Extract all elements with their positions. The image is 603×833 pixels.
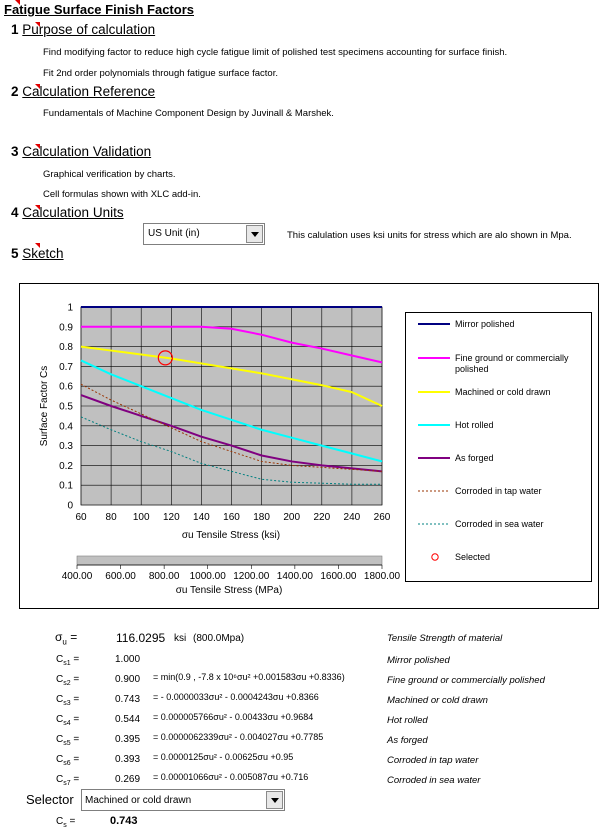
cs3-value: 0.743 (115, 694, 141, 705)
x2-tick-label: 1000.00 (189, 571, 226, 582)
legend-swatch (418, 321, 450, 327)
cs7-value: 0.269 (115, 774, 141, 785)
legend-swatch (418, 521, 450, 527)
cs2-formula: = min(0.9 , -7.8 x 10⁶σu² +0.001583σu +0.8336) (153, 672, 345, 682)
cs4-formula: = 0.000005766σu² - 0.00433σu +0.9684 (153, 712, 314, 722)
validation-line-1: Graphical verification by charts. (43, 169, 176, 180)
cs4-value: 0.544 (115, 714, 141, 725)
x-tick-label: 240 (343, 512, 361, 523)
legend-swatch (418, 488, 450, 494)
section-purpose: 1 Purpose of calculation (11, 22, 156, 37)
cs5-desc: As forged (387, 735, 428, 746)
x-tick-label: 140 (193, 512, 210, 523)
units-note: This calulation uses ksi units for stress which are alo shown in Mpa. (287, 230, 572, 241)
x-axis-label: σu Tensile Stress (ksi) (181, 530, 281, 541)
x-tick-label: 120 (162, 512, 180, 523)
chevron-down-icon[interactable] (266, 791, 283, 809)
y-tick-label: 0.7 (59, 361, 73, 373)
cs2-value: 0.900 (115, 674, 141, 685)
cs5-label: $C_{s5}$ = (56, 734, 80, 747)
page-title: Fatigue Surface Finish Factors (4, 2, 194, 17)
cs7-desc: Corroded in sea water (387, 775, 481, 786)
selector-label: Selector (26, 792, 74, 807)
cs3-desc: Machined or cold drawn (387, 695, 488, 706)
su-mpa: (800.0Mpa) (193, 633, 245, 644)
cs2-desc: Fine ground or commercially polished (387, 675, 545, 686)
y-tick-label: 0.2 (59, 460, 73, 472)
y-axis-label: Surface Factor Cs (39, 365, 50, 447)
cs6-desc: Corroded in tap water (387, 755, 479, 766)
su-unit: ksi (174, 633, 187, 644)
cs4-desc: Hot rolled (387, 715, 428, 726)
finish-selector-dropdown[interactable] (81, 789, 285, 811)
legend-swatch (418, 455, 450, 461)
x2-tick-label: 800.00 (148, 571, 180, 582)
reference-line: Fundamentals of Machine Component Design by Juvinall & Marshek. (43, 108, 334, 119)
section-validation: 3 Calculation Validation (11, 144, 152, 159)
cs3-label: $C_{s3}$ = (56, 694, 80, 707)
y-tick-label: 0.5 (59, 401, 73, 413)
cs6-label: $C_{s6}$ = (56, 754, 80, 767)
x-tick-label: 200 (283, 512, 301, 523)
x-tick-label: 260 (373, 512, 391, 523)
x-tick-label: 220 (313, 512, 331, 523)
cs-label: $C_s$ = (56, 816, 76, 829)
x2-tick-label: 1600.00 (320, 571, 357, 582)
y-tick-label: 0.3 (59, 441, 73, 453)
legend-swatch (418, 422, 450, 428)
section-units: 4 Calculation Units (11, 205, 124, 220)
x-tick-label: 160 (223, 512, 240, 523)
su-value[interactable]: 116.0295 (116, 631, 166, 645)
cs3-formula: = - 0.0000033σu² - 0.0004243σu +0.8366 (153, 692, 319, 702)
x2-axis-label: σu Tensile Stress (MPa) (175, 585, 283, 596)
y-tick-label: 0 (67, 500, 73, 512)
chart-legend: Mirror polished Fine ground or commercially polished Machined or cold drawn Hot rolled As forged Corroded in tap water Corroded in sea water Selected (405, 312, 592, 582)
cs7-label: $C_{s7}$ = (56, 774, 80, 787)
x2-tick-label: 1400.00 (276, 571, 313, 582)
units-dropdown-value: US Unit (in) (148, 228, 200, 239)
cs4-label: $C_{s4}$ = (56, 714, 80, 727)
selector-value: Machined or cold drawn (85, 795, 192, 806)
y-tick-label: 0.6 (59, 381, 73, 393)
validation-line-2: Cell formulas shown with XLC add-in. (43, 189, 201, 200)
x2-tick-label: 1200.00 (233, 571, 270, 582)
x-tick-label: 100 (132, 512, 150, 523)
mpa-axis-band (77, 556, 382, 565)
cs1-label: $C_{s1}$ = (56, 654, 80, 667)
legend-swatch (418, 355, 450, 361)
y-tick-label: 0.9 (59, 322, 73, 334)
x-tick-label: 80 (105, 512, 117, 523)
y-tick-label: 1 (67, 302, 73, 314)
legend-marker (430, 552, 440, 562)
cs6-value: 0.393 (115, 754, 141, 765)
y-tick-label: 0.4 (59, 421, 73, 433)
cs7-formula: = 0.00001066σu² - 0.005087σu +0.716 (153, 772, 309, 782)
cs6-formula: = 0.0000125σu² - 0.00625σu +0.95 (153, 752, 294, 762)
su-label: $\sigma_u$ = (55, 630, 78, 647)
section-reference: 2 Calculation Reference (11, 84, 156, 99)
su-desc: Tensile Strength of material (387, 633, 503, 644)
y-tick-label: 0.8 (59, 342, 73, 354)
x-tick-label: 60 (75, 512, 87, 523)
legend-swatch (418, 389, 450, 395)
cs5-value: 0.395 (115, 734, 141, 745)
purpose-line-1: Find modifying factor to reduce high cycle fatigue limit of polished test specimens accounting for surface finish. (43, 47, 508, 58)
x2-tick-label: 1800.00 (363, 571, 401, 582)
x2-tick-label: 400.00 (61, 571, 93, 582)
cs-value: 0.743 (110, 815, 138, 827)
section-sketch: 5 Sketch (11, 246, 64, 261)
cs5-formula: = 0.0000062339σu² - 0.004027σu +0.7785 (153, 732, 324, 742)
x2-tick-label: 600.00 (105, 571, 136, 582)
cs1-value: 1.000 (115, 654, 141, 665)
purpose-line-2: Fit 2nd order polynomials through fatigue surface factor. (43, 68, 278, 79)
y-tick-label: 0.1 (59, 480, 73, 492)
x-tick-label: 180 (253, 512, 270, 523)
cs1-desc: Mirror polished (387, 655, 450, 666)
cs2-label: $C_{s2}$ = (56, 674, 80, 687)
